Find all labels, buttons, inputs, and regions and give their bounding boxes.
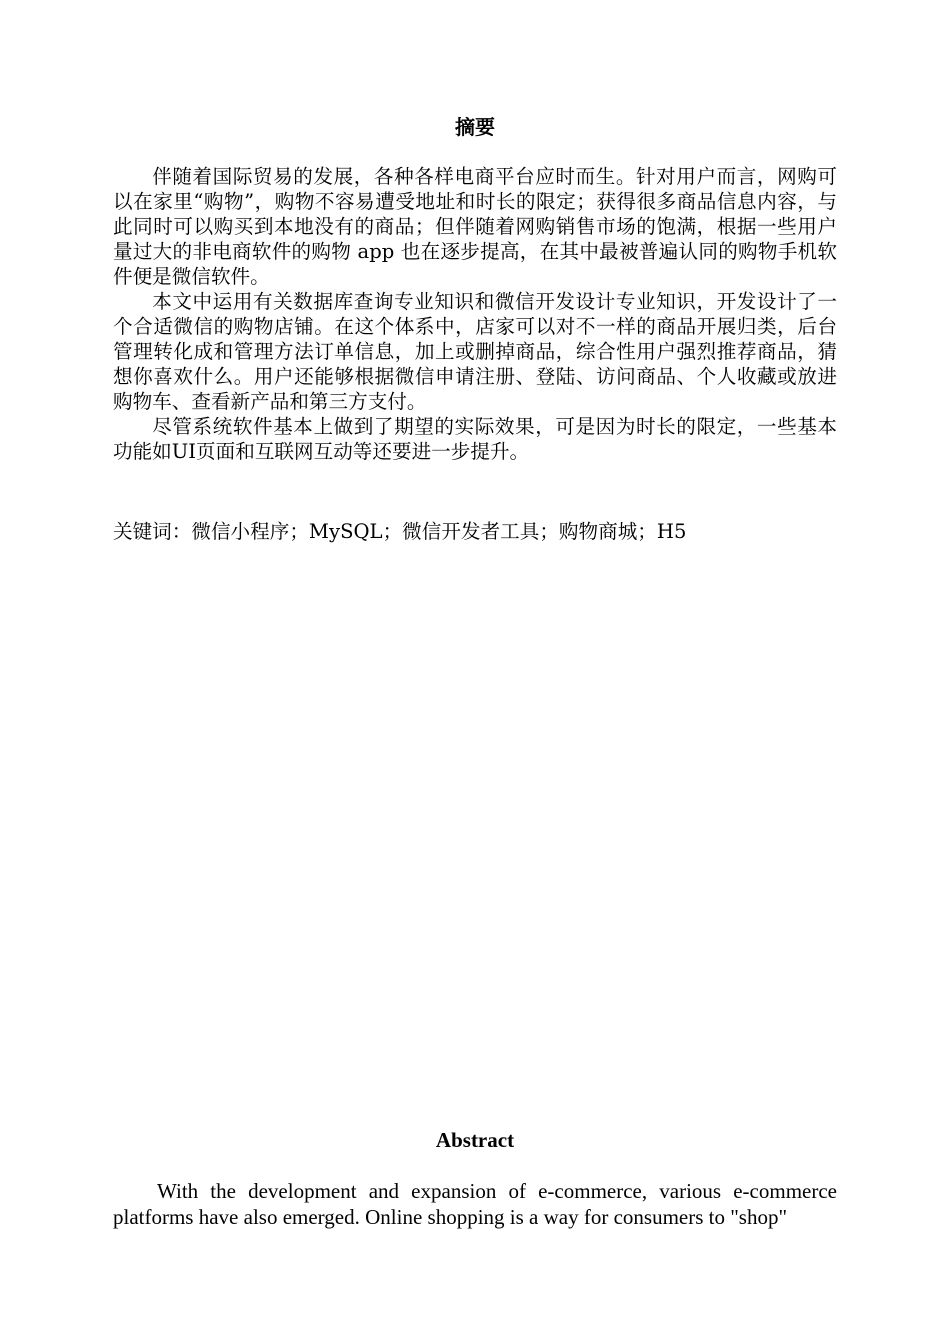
english-abstract-body <box>113 1178 837 1230</box>
chinese-abstract-paragraph-1: 伴随着国际贸易的发展，各种各样电商平台应时而生。针对用户而言，网购可以在家里“购物”，购物不容易遭受地址和时长的限定；获得很多商品信息内容，与此同时可以购买到本地没有的商品；但伴随着网购销售市场的饱满，根据一些用户量过大的非电商软件的购物 app 也在逐步提高，在其中最被普遍认同的购物手机软件便是微信软件。 <box>113 165 837 288</box>
chinese-abstract-body <box>113 164 837 464</box>
english-abstract-title: Abstract <box>435 1128 515 1152</box>
keywords-label: 关键词： <box>113 520 192 543</box>
keywords-line <box>113 519 837 545</box>
english-abstract-paragraph-1: With the development and expansion of e-commerce, various e-commerce platforms have also emerged. Online shopping is a way for consumers to "shop" <box>113 1179 837 1229</box>
chinese-abstract-title: 摘要 <box>455 115 495 139</box>
keywords-text: 微信小程序；MySQL；微信开发者工具；购物商城；H5 <box>191 520 687 543</box>
chinese-abstract-paragraph-2: 本文中运用有关数据库查询专业知识和微信开发设计专业知识，开发设计了一个合适微信的购物店铺。在这个体系中，店家可以对不一样的商品开展归类，后台管理转化成和管理方法订单信息，加上或删掉商品，综合性用户强烈推荐商品，猜想你喜欢什么。用户还能够根据微信申请注册、登陆、访问商品、个人收藏或放进购物车、查看新产品和第三方支付。 <box>113 290 837 413</box>
chinese-abstract-paragraph-3: 尽管系统软件基本上做到了期望的实际效果，可是因为时长的限定，一些基本功能如UI页面和互联网互动等还要进一步提升。 <box>113 415 837 463</box>
